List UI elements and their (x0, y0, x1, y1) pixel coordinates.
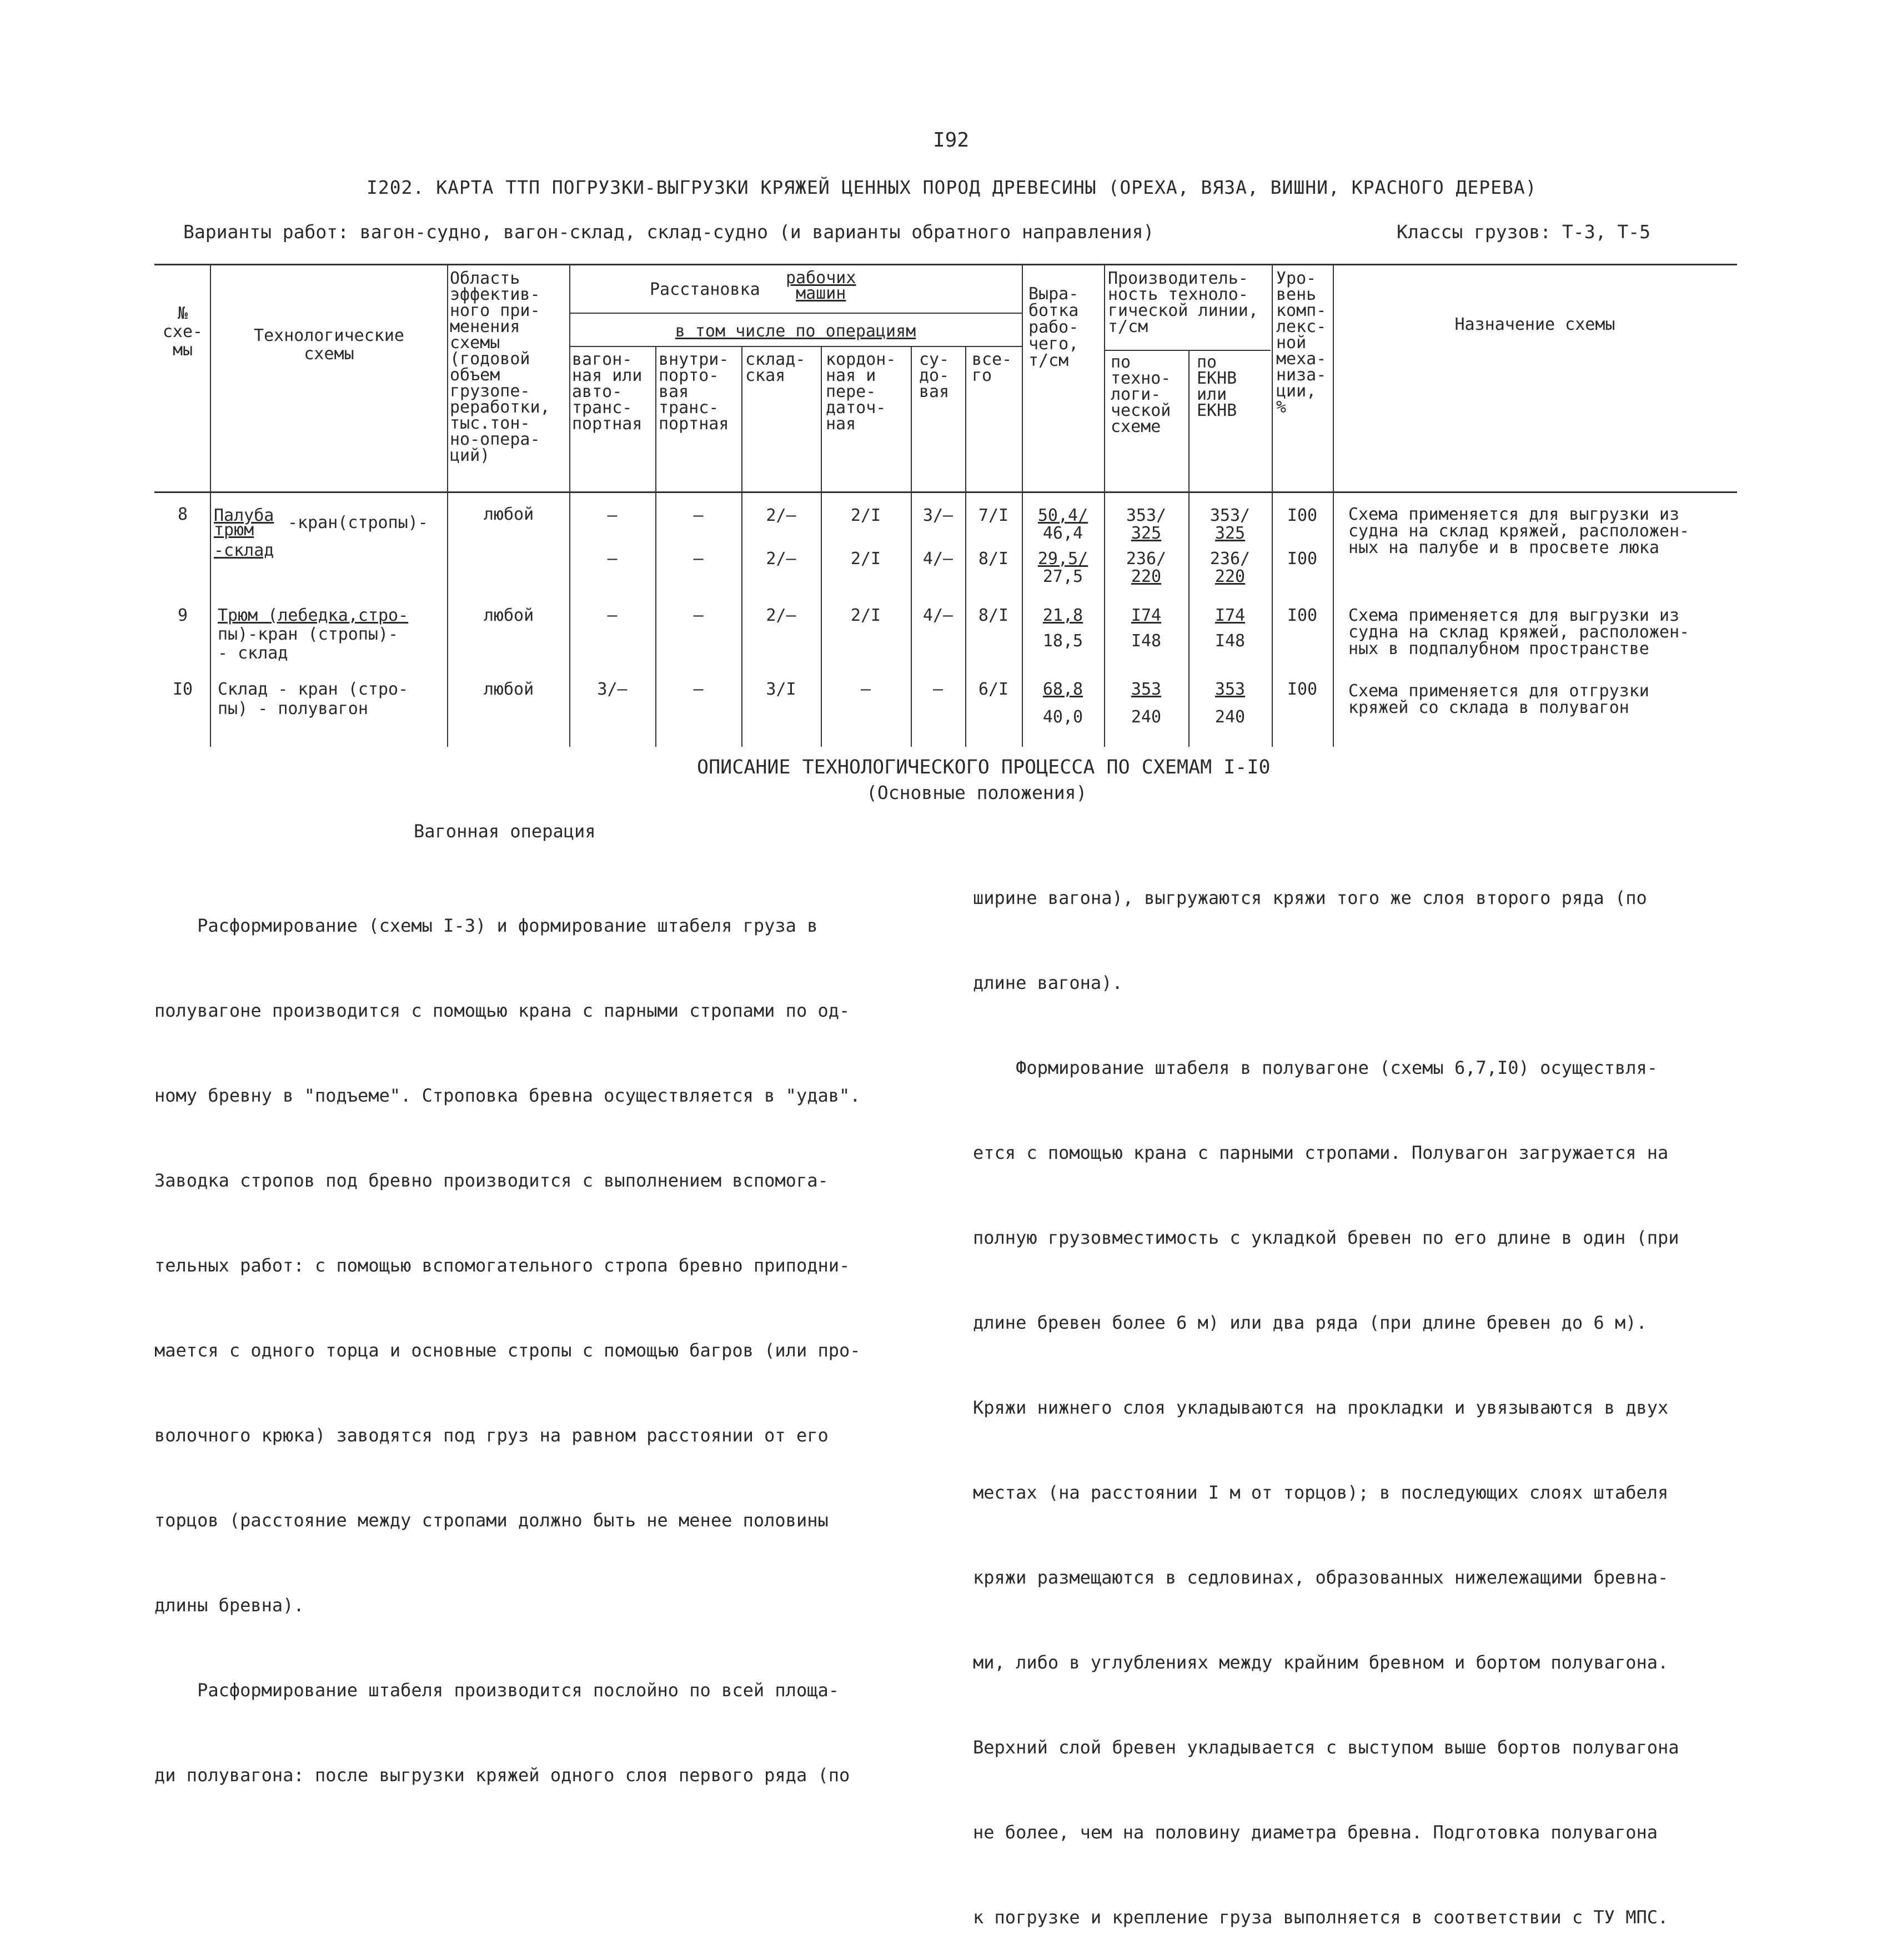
text-line: не более, чем на половину диаметра бревна. Подготовка полувагона (973, 1822, 1658, 1843)
header-by-operations: в том числе по операциям (675, 321, 916, 341)
area-cell: любой (483, 680, 534, 699)
row-number: I0 (172, 680, 193, 699)
header-cordon: кордон- ная и пере- даточ- ная (826, 350, 896, 434)
cell: 21,8 (1042, 606, 1083, 625)
cell: 2/I (850, 506, 881, 525)
text-line: ми, либо в углублениях между крайним бревном и бортом полувагона. (973, 1652, 1669, 1673)
cell: I48 (1215, 631, 1246, 651)
area-cell: любой (483, 505, 534, 524)
tech-scheme-text: - склад (218, 644, 288, 663)
cell: 353 (1215, 680, 1246, 699)
tech-scheme-text: Склад - кран (стро- (218, 680, 409, 699)
purpose-cell: Схема применяется для отгрузки кряжей со склада в полувагон (1348, 681, 1649, 717)
cell: 3/I (766, 680, 796, 699)
cell: 4/– (922, 606, 953, 625)
work-variants: Варианты работ: вагон-судно, вагон-склад, склад-судно (и варианты обратного направления) (183, 221, 1155, 243)
cell: 2/– (766, 549, 796, 569)
left-column-text (154, 855, 861, 1818)
row-number: 9 (177, 606, 188, 625)
cell: 2/– (766, 506, 796, 525)
cell: 4/– (922, 549, 953, 569)
cell: – (607, 549, 618, 569)
cell: 325 (1131, 524, 1162, 543)
cell: – (693, 506, 704, 525)
header-wagon: вагон- ная или авто- транс- портная (572, 350, 643, 434)
cell: 68,8 (1042, 680, 1083, 699)
cell: 2/I (850, 606, 881, 625)
cell: – (607, 506, 618, 525)
cell: – (693, 680, 704, 699)
cell: 6/I (978, 680, 1009, 699)
text-line: кряжи размещаются в седловинах, образованных нижележащими бревна- (973, 1567, 1669, 1588)
cell: 353 (1131, 680, 1162, 699)
cell: – (607, 606, 618, 625)
cell: 29,5/ (1037, 549, 1088, 569)
purpose-cell: Схема применяется для выгрузки из судна на склад кряжей, расположен- ных в подпалубном пространстве (1348, 606, 1690, 659)
cell: 40,0 (1042, 707, 1083, 727)
cell: 27,5 (1042, 567, 1083, 586)
cell: 353/ (1210, 506, 1251, 525)
cell: 240 (1215, 707, 1246, 727)
text-line: тельных работ: с помощью вспомогательного стропа бревно приподни- (154, 1255, 850, 1276)
cell: I48 (1131, 631, 1162, 651)
tech-scheme-text: -склад (214, 541, 274, 560)
document-title: I202. КАРТА ТТП ПОГРУЗКИ-ВЫГРУЗКИ КРЯЖЕЙ ЦЕННЫХ ПОРОД ДРЕВЕСИНЫ (ОРЕХА, ВЯЗА, ВИШНИ, КРАСНОГО ДЕРЕВА) (367, 177, 1537, 198)
section-heading: Вагонная операция (414, 821, 596, 842)
tech-scheme-text: -кран(стропы)- (288, 513, 428, 532)
text-line: ному бревну в "подъеме". Строповка бревна осуществляется в "удав". (154, 1085, 861, 1106)
text-line: волочного крюка) заводятся под груз на равном расстоянии от его (154, 1425, 829, 1446)
description-title: ОПИСАНИЕ ТЕХНОЛОГИЧЕСКОГО ПРОЦЕССА ПО СХЕМАМ I-I0 (697, 756, 1271, 778)
cell: I74 (1215, 606, 1246, 625)
header-output: Выра- ботка рабо- чего, т/см (1028, 284, 1079, 370)
text-line: Верхний слой бревен укладывается с выступом выше бортов полувагона (973, 1737, 1679, 1758)
cell: 8/I (978, 549, 1009, 569)
cell: 8/I (978, 606, 1009, 625)
cell: I74 (1131, 606, 1162, 625)
header-productivity: Производитель- ность техноло- гической линии, т/см (1108, 269, 1258, 336)
text-line: длине бревен более 6 м) или два ряда (при длине бревен до 6 м). (973, 1312, 1647, 1333)
cell: – (860, 680, 871, 699)
schemes-table (0, 0, 1902, 755)
text-line: ширине вагона), выгружаются кряжи того же слоя второго ряда (по (973, 887, 1647, 908)
cell: – (932, 680, 944, 699)
header-mechanization: Уро- вень комп- лекс- ной меха- низа- ции, % (1276, 269, 1327, 417)
text-line: местах (на расстоянии I м от торцов); в последующих слоях штабеля (973, 1482, 1669, 1503)
cell: 7/I (978, 506, 1009, 525)
text-line: Формирование штабеля в полувагоне (схемы 6,7,I0) осуществля- (973, 1057, 1658, 1078)
cell: 220 (1215, 567, 1246, 586)
row-number: 8 (177, 505, 188, 524)
cell: 2/– (766, 606, 796, 625)
cell: 3/– (597, 680, 628, 699)
tech-scheme-text: пы) - полувагон (218, 699, 368, 718)
tech-scheme-text: Трюм (лебедка,стро- (218, 606, 409, 625)
text-line: Расформирование штабеля производится послойно по всей площа- (154, 1680, 839, 1701)
header-internal: внутри- порто- вая транс- портная (659, 350, 729, 434)
header-placement-machines: рабочих машин (786, 268, 856, 303)
text-line: ется с помощью крана с парными стропами. Полувагон загружается на (973, 1142, 1669, 1163)
cell: I00 (1287, 680, 1318, 699)
header-prod-tech: по техно- логи- ческой схеме (1111, 353, 1171, 436)
cell: – (693, 549, 704, 569)
text-line: длины бревна). (154, 1595, 304, 1616)
text-line: полную грузовместимость с укладкой бревен по его длине в один (при (973, 1227, 1679, 1248)
text-line: Заводка стропов под бревно производится с выполнением вспомога- (154, 1170, 829, 1191)
cell: 46,4 (1042, 524, 1083, 543)
cell: 3/– (922, 506, 953, 525)
text-line: ди полувагона: после выгрузки кряжей одного слоя первого ряда (по (154, 1765, 850, 1786)
cell: 236/ (1210, 549, 1251, 569)
text-line: Расформирование (схемы I-3) и формирование штабеля груза в (154, 915, 818, 936)
cell: 2/I (850, 549, 881, 569)
tech-scheme-text: Палуба (214, 506, 274, 525)
header-application-area: Область эффектив- ного при- менения схемы (годовой объем грузопе- реработки, тыс.тон- но-опера- ций) (450, 269, 550, 465)
header-tech-schemes: Технологические схемы (254, 326, 404, 364)
tech-scheme-text: трюм (214, 520, 254, 540)
header-ship: су- до- вая (919, 350, 950, 401)
cell: 236/ (1126, 549, 1167, 569)
area-cell: любой (483, 606, 534, 625)
cell: – (693, 606, 704, 625)
cargo-classes: Классы грузов: Т-3, Т-5 (1397, 221, 1650, 243)
right-column-text (973, 827, 1679, 1960)
cell: 50,4/ (1037, 506, 1088, 525)
purpose-cell: Схема применяется для выгрузки из судна на склад кряжей, расположен- ных на палубе и в просвете люка (1348, 505, 1690, 557)
text-line: полувагоне производится с помощью крана с парными стропами по од- (154, 1000, 850, 1021)
cell: 220 (1131, 567, 1162, 586)
description-subtitle: (Основные положения) (866, 782, 1087, 803)
header-placement: Расстановка (650, 280, 760, 299)
text-line: торцов (расстояние между стропами должно быть не менее половины (154, 1510, 829, 1531)
cell: 325 (1215, 524, 1246, 543)
header-scheme-number: № схе- мы (162, 304, 203, 360)
cell: 18,5 (1042, 631, 1083, 651)
header-warehouse: склад- ская (745, 350, 806, 385)
text-line: к погрузке и крепление груза выполняется в соответствии с ТУ МПС. (973, 1907, 1669, 1928)
text-line: Кряжи нижнего слоя укладываются на прокладки и увязываются в двух (973, 1397, 1669, 1418)
cell: I00 (1287, 606, 1318, 625)
tech-scheme-text: пы)-кран (стропы)- (218, 625, 399, 644)
header-prod-eknv: по ЕКНВ или ЕКНВ (1197, 353, 1237, 420)
cell: 353/ (1126, 506, 1167, 525)
text-line: длине вагона). (973, 972, 1123, 993)
header-purpose: Назначение схемы (1454, 315, 1615, 334)
text-line: мается с одного торца и основные стропы с помощью багров (или про- (154, 1340, 861, 1361)
header-total: все- го (972, 350, 1012, 385)
cell: 240 (1131, 707, 1162, 727)
page-number: I92 (933, 129, 970, 152)
cell: I00 (1287, 549, 1318, 569)
cell: I00 (1287, 506, 1318, 525)
